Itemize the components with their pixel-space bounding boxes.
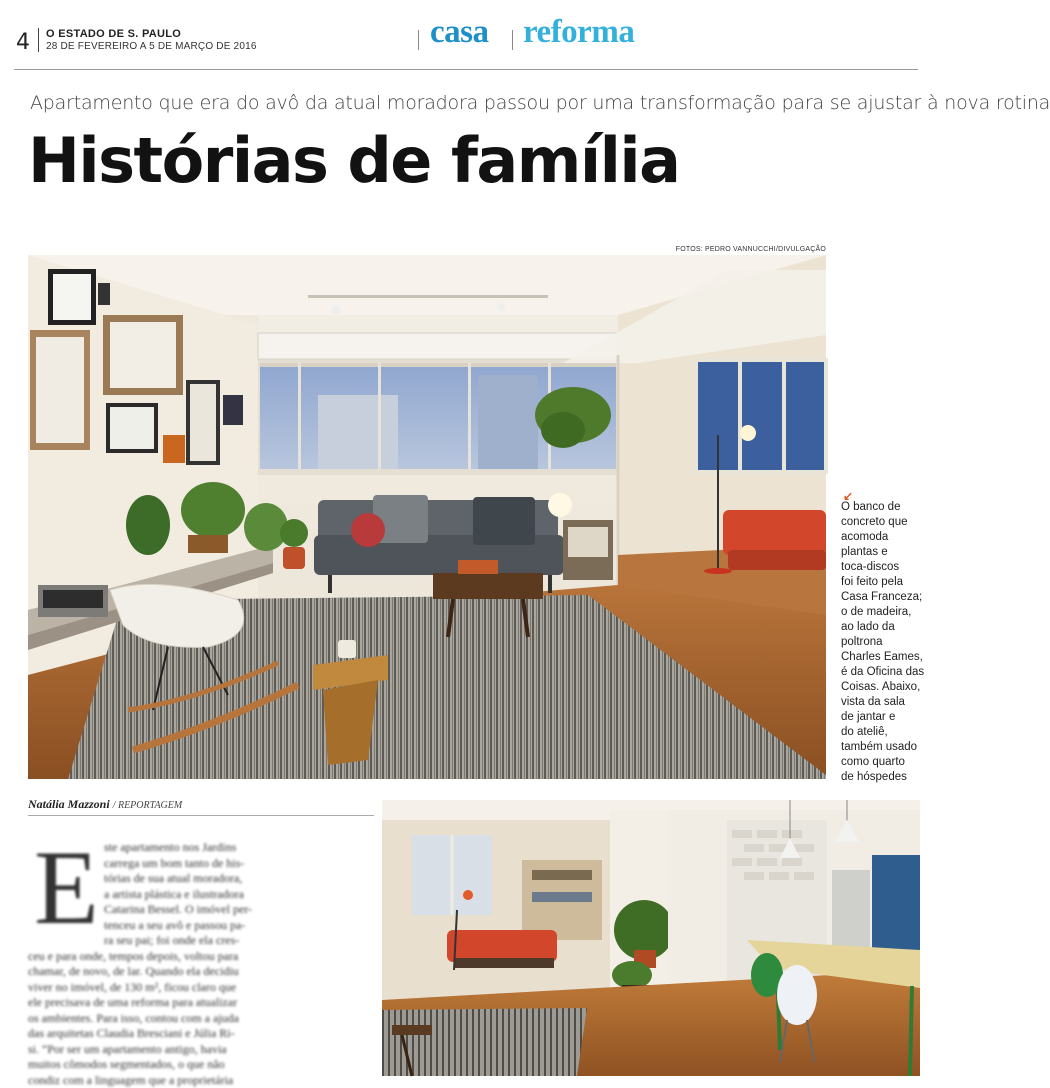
caption-line: Casa Franceza;: [841, 590, 933, 605]
section-divider-left: [418, 30, 419, 50]
caption-arrow-icon: ↙: [843, 489, 853, 503]
body-line: condiz com a linguagem que a proprietária: [28, 1073, 374, 1088]
article-kicker: Apartamento que era do avô da atual moradora passou por uma transformação para se ajustar à nova rotina: [30, 92, 1050, 114]
body-line: si. “Por ser um apartamento antigo, havia: [28, 1042, 374, 1058]
body-line: tórias de sua atual moradora,: [28, 871, 374, 887]
section-title-reforma: reforma: [523, 14, 634, 51]
caption-line: de jantar e: [841, 710, 933, 725]
caption-line: como quarto: [841, 755, 933, 770]
section-title-casa: casa: [430, 14, 489, 51]
article-headline: Histórias de família: [28, 124, 679, 197]
issue-date: 28 DE FEVEREIRO A 5 DE MARÇO DE 2016: [46, 41, 257, 52]
body-line: ceu e para onde, tempos depois, voltou para: [28, 949, 374, 965]
page-number: 4: [16, 30, 30, 55]
caption-line: toca-discos: [841, 560, 933, 575]
body-line: a artista plástica e ilustradora: [28, 887, 374, 903]
body-line: os ambientes. Para isso, contou com a ajuda: [28, 1011, 374, 1027]
section-divider-middle: [512, 30, 513, 50]
secondary-photo-dining-studio: [382, 800, 920, 1076]
body-line: das arquitetas Claudia Bresciani e Júlia Ri-: [28, 1026, 374, 1042]
caption-line: de hóspedes: [841, 770, 933, 785]
caption-line: plantas e: [841, 545, 933, 560]
newspaper-name: O ESTADO DE S. PAULO: [46, 28, 181, 40]
photo-credit: FOTOS: PEDRO VANNUCCHI/DIVULGAÇÃO: [676, 246, 826, 253]
article-body: [28, 828, 374, 1078]
body-line: ra seu pai; foi onde ela cres-: [28, 933, 374, 949]
caption-line: foi feito pela: [841, 575, 933, 590]
caption-line: vista da sala: [841, 695, 933, 710]
byline-rule: [28, 815, 374, 816]
caption-line: é da Oficina das: [841, 665, 933, 680]
masthead-rule: [14, 69, 918, 70]
body-line: chamar, de novo, de lar. Quando ela decidiu: [28, 964, 374, 980]
caption-line: Coisas. Abaixo,: [841, 680, 933, 695]
byline: [28, 797, 182, 812]
body-line: ele precisava de uma reforma para atualizar: [28, 995, 374, 1011]
caption-line: Charles Eames,: [841, 650, 933, 665]
caption-line: O banco de: [841, 500, 933, 515]
body-line: Catarina Bessel. O imóvel per-: [28, 902, 374, 918]
main-photo-living-room: [28, 255, 826, 779]
byline-role: / REPORTAGEM: [113, 800, 183, 811]
caption-line: também usado: [841, 740, 933, 755]
caption-line: do ateliê,: [841, 725, 933, 740]
photo-caption: [841, 500, 933, 785]
caption-line: poltrona: [841, 635, 933, 650]
body-line: ste apartamento nos Jardins: [28, 840, 374, 856]
body-line: muitos cômodos segmentados, o que não: [28, 1057, 374, 1073]
caption-line: ao lado da: [841, 620, 933, 635]
body-line: carrega um bom tanto de his-: [28, 856, 374, 872]
body-line: tenceu a seu avô e passou pa-: [28, 918, 374, 934]
caption-line: concreto que: [841, 515, 933, 530]
caption-line: o de madeira,: [841, 605, 933, 620]
byline-author: Natália Mazzoni: [28, 797, 110, 811]
page-number-divider: [38, 28, 39, 52]
caption-line: acomoda: [841, 530, 933, 545]
drop-cap: E: [34, 838, 99, 938]
body-line: viver no imóvel, de 130 m², ficou claro que: [28, 980, 374, 996]
